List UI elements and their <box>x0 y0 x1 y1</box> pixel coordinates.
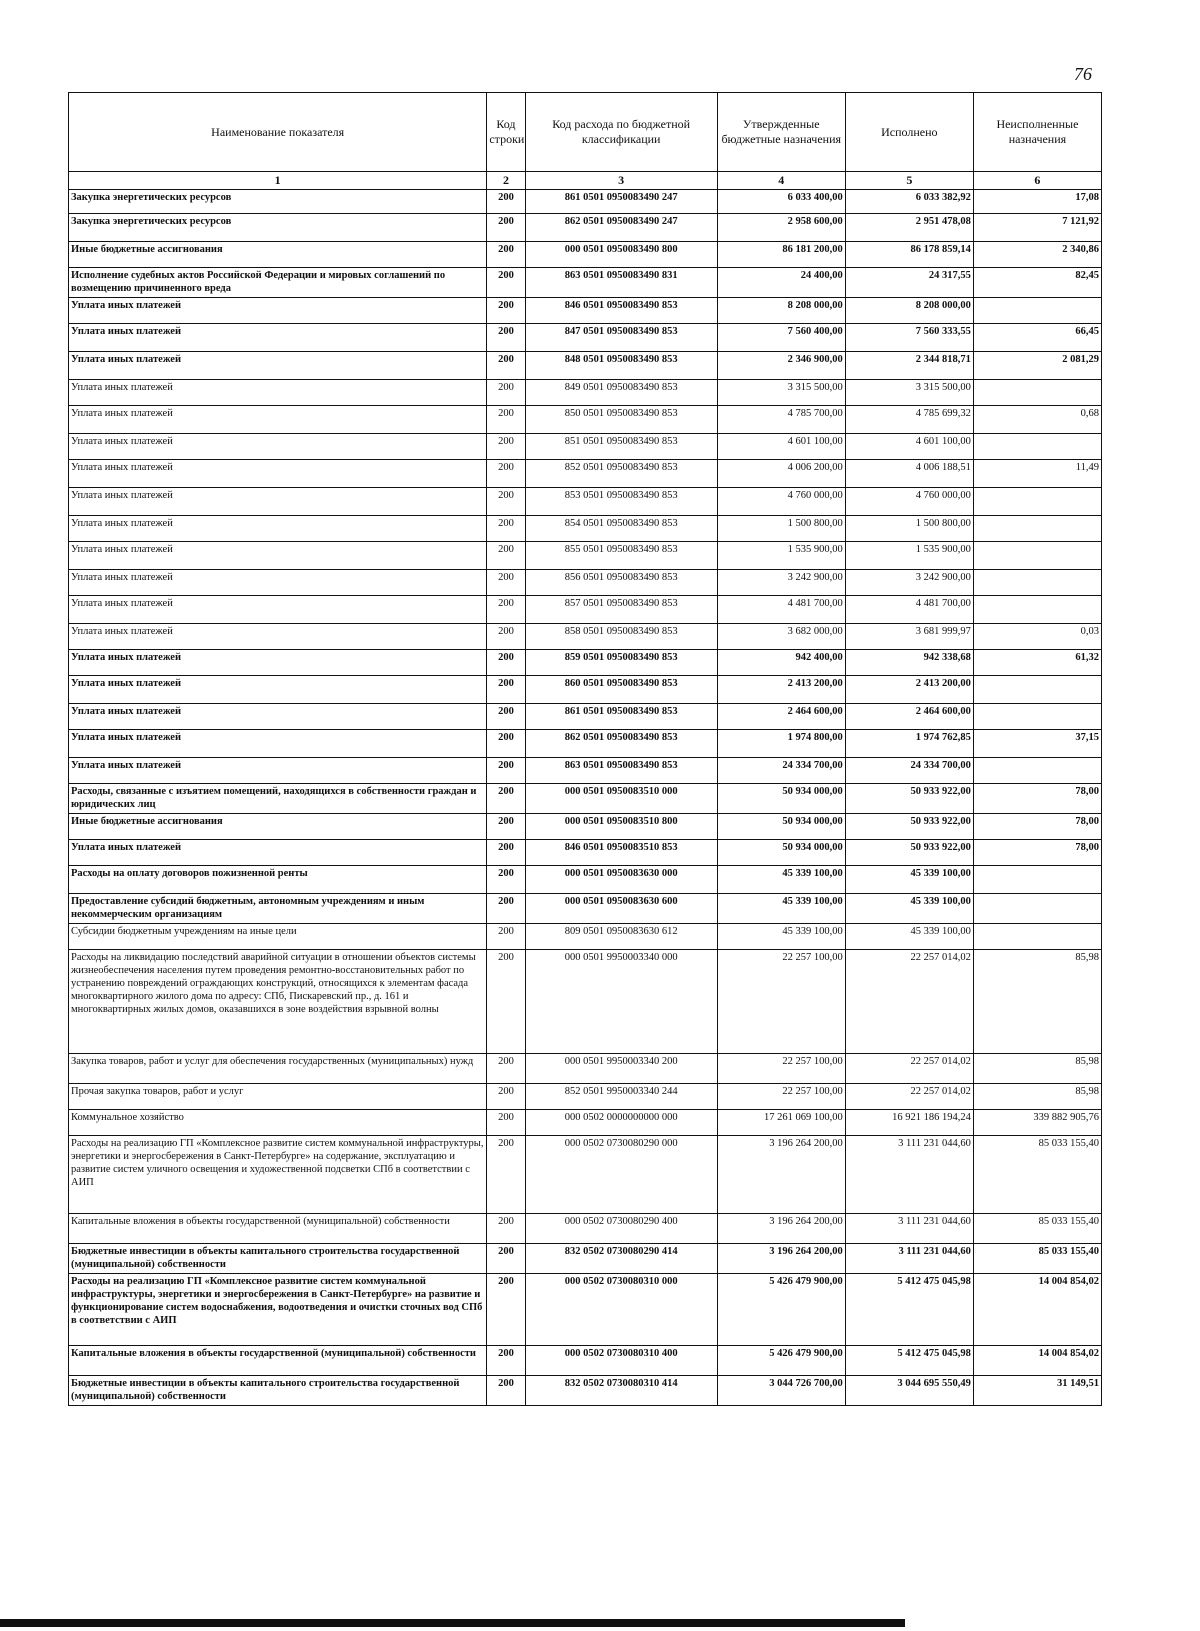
row-budget-code: 000 0501 0950083490 800 <box>525 242 717 268</box>
table-row <box>69 758 1102 784</box>
row-unexecuted <box>973 488 1101 516</box>
table-row <box>69 784 1102 814</box>
row-executed: 3 111 231 044,60 <box>845 1244 973 1274</box>
row-unexecuted: 82,45 <box>973 268 1101 298</box>
row-unexecuted: 85,98 <box>973 950 1101 1054</box>
row-code: 200 <box>487 1244 525 1274</box>
row-code: 200 <box>487 894 525 924</box>
row-name: Уплата иных платежей <box>69 434 487 460</box>
row-budget-code: 809 0501 0950083630 612 <box>525 924 717 950</box>
row-approved: 2 464 600,00 <box>717 704 845 730</box>
row-approved: 4 601 100,00 <box>717 434 845 460</box>
row-code: 200 <box>487 324 525 352</box>
row-unexecuted <box>973 380 1101 406</box>
row-name: Уплата иных платежей <box>69 380 487 406</box>
row-name: Бюджетные инвестиции в объекты капитального строительства государственной (муниципальной) собственности <box>69 1376 487 1406</box>
row-name: Уплата иных платежей <box>69 460 487 488</box>
table-row <box>69 1346 1102 1376</box>
row-budget-code: 000 0501 0950083510 800 <box>525 814 717 840</box>
table-row <box>69 268 1102 298</box>
row-name: Расходы, связанные с изъятием помещений, находящихся в собственности граждан и юридических лиц <box>69 784 487 814</box>
row-name: Расходы на оплату договоров пожизненной ренты <box>69 866 487 894</box>
row-approved: 5 426 479 900,00 <box>717 1346 845 1376</box>
row-approved: 17 261 069 100,00 <box>717 1110 845 1136</box>
table-row <box>69 650 1102 676</box>
row-executed: 45 339 100,00 <box>845 924 973 950</box>
row-name: Уплата иных платежей <box>69 624 487 650</box>
row-approved: 942 400,00 <box>717 650 845 676</box>
table-row <box>69 352 1102 380</box>
table-row <box>69 596 1102 624</box>
row-unexecuted <box>973 434 1101 460</box>
row-approved: 4 481 700,00 <box>717 596 845 624</box>
row-code: 200 <box>487 784 525 814</box>
row-unexecuted <box>973 924 1101 950</box>
row-unexecuted: 14 004 854,02 <box>973 1346 1101 1376</box>
header-unexecuted: Неисполненные назначения <box>973 93 1101 172</box>
row-code: 200 <box>487 380 525 406</box>
row-name: Уплата иных платежей <box>69 676 487 704</box>
row-name: Закупка энергетических ресурсов <box>69 190 487 214</box>
row-executed: 8 208 000,00 <box>845 298 973 324</box>
column-number: 4 <box>717 172 845 190</box>
row-executed: 2 344 818,71 <box>845 352 973 380</box>
table-row <box>69 406 1102 434</box>
table-row <box>69 488 1102 516</box>
row-unexecuted: 85 033 155,40 <box>973 1136 1101 1214</box>
row-executed: 86 178 859,14 <box>845 242 973 268</box>
table-row <box>69 298 1102 324</box>
row-budget-code: 000 0501 0950083630 000 <box>525 866 717 894</box>
row-unexecuted: 7 121,92 <box>973 214 1101 242</box>
row-code: 200 <box>487 1214 525 1244</box>
column-number: 5 <box>845 172 973 190</box>
row-executed: 24 334 700,00 <box>845 758 973 784</box>
row-unexecuted: 78,00 <box>973 784 1101 814</box>
row-name: Предоставление субсидий бюджетным, автономным учреждениям и иным некоммерческим организациям <box>69 894 487 924</box>
row-code: 200 <box>487 1084 525 1110</box>
table-row <box>69 1084 1102 1110</box>
row-code: 200 <box>487 676 525 704</box>
row-executed: 4 481 700,00 <box>845 596 973 624</box>
header-budget-code: Код расхода по бюджетной классификации <box>525 93 717 172</box>
row-executed: 3 111 231 044,60 <box>845 1214 973 1244</box>
row-code: 200 <box>487 814 525 840</box>
row-budget-code: 863 0501 0950083490 831 <box>525 268 717 298</box>
row-code: 200 <box>487 950 525 1054</box>
row-code: 200 <box>487 460 525 488</box>
row-unexecuted: 339 882 905,76 <box>973 1110 1101 1136</box>
row-budget-code: 849 0501 0950083490 853 <box>525 380 717 406</box>
row-unexecuted <box>973 542 1101 570</box>
row-approved: 50 934 000,00 <box>717 814 845 840</box>
table-row <box>69 190 1102 214</box>
row-unexecuted: 78,00 <box>973 840 1101 866</box>
row-executed: 5 412 475 045,98 <box>845 1346 973 1376</box>
row-name: Уплата иных платежей <box>69 406 487 434</box>
row-approved: 7 560 400,00 <box>717 324 845 352</box>
row-budget-code: 832 0502 0730080290 414 <box>525 1244 717 1274</box>
row-approved: 45 339 100,00 <box>717 894 845 924</box>
row-code: 200 <box>487 1346 525 1376</box>
row-executed: 50 933 922,00 <box>845 784 973 814</box>
row-unexecuted: 85 033 155,40 <box>973 1214 1101 1244</box>
row-budget-code: 855 0501 0950083490 853 <box>525 542 717 570</box>
row-unexecuted <box>973 516 1101 542</box>
row-budget-code: 000 0502 0730080290 000 <box>525 1136 717 1214</box>
row-approved: 45 339 100,00 <box>717 866 845 894</box>
row-budget-code: 857 0501 0950083490 853 <box>525 596 717 624</box>
row-budget-code: 851 0501 0950083490 853 <box>525 434 717 460</box>
row-budget-code: 000 0501 0950083510 000 <box>525 784 717 814</box>
row-executed: 22 257 014,02 <box>845 1084 973 1110</box>
row-executed: 45 339 100,00 <box>845 894 973 924</box>
column-number: 3 <box>525 172 717 190</box>
row-approved: 3 196 264 200,00 <box>717 1214 845 1244</box>
row-name: Уплата иных платежей <box>69 352 487 380</box>
row-unexecuted <box>973 866 1101 894</box>
row-code: 200 <box>487 596 525 624</box>
row-executed: 50 933 922,00 <box>845 814 973 840</box>
row-approved: 8 208 000,00 <box>717 298 845 324</box>
row-approved: 3 242 900,00 <box>717 570 845 596</box>
row-budget-code: 854 0501 0950083490 853 <box>525 516 717 542</box>
row-unexecuted: 78,00 <box>973 814 1101 840</box>
row-code: 200 <box>487 866 525 894</box>
row-name: Уплата иных платежей <box>69 298 487 324</box>
table-row <box>69 894 1102 924</box>
row-unexecuted: 2 340,86 <box>973 242 1101 268</box>
row-budget-code: 000 0501 0950083630 600 <box>525 894 717 924</box>
scan-edge-bar <box>0 1619 905 1627</box>
row-budget-code: 852 0501 9950003340 244 <box>525 1084 717 1110</box>
table-row <box>69 814 1102 840</box>
row-budget-code: 852 0501 0950083490 853 <box>525 460 717 488</box>
row-unexecuted <box>973 704 1101 730</box>
row-approved: 3 682 000,00 <box>717 624 845 650</box>
row-budget-code: 847 0501 0950083490 853 <box>525 324 717 352</box>
table-row <box>69 214 1102 242</box>
row-name: Уплата иных платежей <box>69 730 487 758</box>
row-name: Уплата иных платежей <box>69 488 487 516</box>
row-name: Иные бюджетные ассигнования <box>69 814 487 840</box>
row-code: 200 <box>487 840 525 866</box>
row-approved: 2 413 200,00 <box>717 676 845 704</box>
row-name: Субсидии бюджетным учреждениям на иные цели <box>69 924 487 950</box>
row-executed: 7 560 333,55 <box>845 324 973 352</box>
row-executed: 45 339 100,00 <box>845 866 973 894</box>
row-executed: 6 033 382,92 <box>845 190 973 214</box>
row-budget-code: 000 0502 0730080310 000 <box>525 1274 717 1346</box>
row-name: Закупка товаров, работ и услуг для обеспечения государственных (муниципальных) нужд <box>69 1054 487 1084</box>
table-row <box>69 1244 1102 1274</box>
column-number: 6 <box>973 172 1101 190</box>
row-approved: 22 257 100,00 <box>717 950 845 1054</box>
row-executed: 2 413 200,00 <box>845 676 973 704</box>
row-approved: 22 257 100,00 <box>717 1054 845 1084</box>
row-unexecuted: 85,98 <box>973 1054 1101 1084</box>
row-budget-code: 000 0502 0730080310 400 <box>525 1346 717 1376</box>
row-budget-code: 000 0502 0730080290 400 <box>525 1214 717 1244</box>
row-unexecuted: 11,49 <box>973 460 1101 488</box>
row-approved: 2 958 600,00 <box>717 214 845 242</box>
row-budget-code: 862 0501 0950083490 853 <box>525 730 717 758</box>
row-executed: 1 500 800,00 <box>845 516 973 542</box>
row-name: Расходы на ликвидацию последствий аварийной ситуации в отношении объектов системы жизнеобеспечения населения путем проведения ремонтно-восстановительных работ по устранению повреждений ограждающих конструкций, относящихся к элементам фасада многоквартирного жилого дома по адресу: СПб, Пискаревский пр., д. 161 и многоквартирных жилых домов, оказавшихся в зоне воздействия взрывной волны <box>69 950 487 1054</box>
page-number: 76 <box>1074 64 1092 84</box>
row-name: Капитальные вложения в объекты государственной (муниципальной) собственности <box>69 1346 487 1376</box>
row-code: 200 <box>487 650 525 676</box>
table-row <box>69 570 1102 596</box>
row-code: 200 <box>487 352 525 380</box>
row-approved: 22 257 100,00 <box>717 1084 845 1110</box>
table-row <box>69 704 1102 730</box>
row-budget-code: 863 0501 0950083490 853 <box>525 758 717 784</box>
row-unexecuted: 0,68 <box>973 406 1101 434</box>
row-name: Закупка энергетических ресурсов <box>69 214 487 242</box>
row-budget-code: 000 0501 9950003340 200 <box>525 1054 717 1084</box>
row-approved: 1 500 800,00 <box>717 516 845 542</box>
row-code: 200 <box>487 570 525 596</box>
row-code: 200 <box>487 1136 525 1214</box>
row-code: 200 <box>487 624 525 650</box>
row-unexecuted: 61,32 <box>973 650 1101 676</box>
row-executed: 1 974 762,85 <box>845 730 973 758</box>
table-row <box>69 1214 1102 1244</box>
row-code: 200 <box>487 190 525 214</box>
row-approved: 24 334 700,00 <box>717 758 845 784</box>
row-code: 200 <box>487 516 525 542</box>
row-code: 200 <box>487 298 525 324</box>
row-budget-code: 856 0501 0950083490 853 <box>525 570 717 596</box>
row-unexecuted: 85 033 155,40 <box>973 1244 1101 1274</box>
row-executed: 3 111 231 044,60 <box>845 1136 973 1214</box>
row-executed: 16 921 186 194,24 <box>845 1110 973 1136</box>
table-body <box>69 190 1102 1406</box>
row-code: 200 <box>487 758 525 784</box>
row-budget-code: 846 0501 0950083490 853 <box>525 298 717 324</box>
row-code: 200 <box>487 924 525 950</box>
row-unexecuted <box>973 298 1101 324</box>
row-approved: 50 934 000,00 <box>717 784 845 814</box>
row-executed: 3 681 999,97 <box>845 624 973 650</box>
table-row <box>69 460 1102 488</box>
row-name: Капитальные вложения в объекты государственной (муниципальной) собственности <box>69 1214 487 1244</box>
table-row <box>69 840 1102 866</box>
table-row <box>69 516 1102 542</box>
row-executed: 4 785 699,32 <box>845 406 973 434</box>
row-unexecuted: 0,03 <box>973 624 1101 650</box>
row-code: 200 <box>487 268 525 298</box>
row-unexecuted: 85,98 <box>973 1084 1101 1110</box>
row-unexecuted <box>973 676 1101 704</box>
row-executed: 3 315 500,00 <box>845 380 973 406</box>
row-code: 200 <box>487 542 525 570</box>
row-name: Уплата иных платежей <box>69 650 487 676</box>
row-unexecuted <box>973 570 1101 596</box>
row-unexecuted <box>973 894 1101 924</box>
row-approved: 6 033 400,00 <box>717 190 845 214</box>
row-name: Уплата иных платежей <box>69 542 487 570</box>
row-approved: 5 426 479 900,00 <box>717 1274 845 1346</box>
row-unexecuted <box>973 596 1101 624</box>
row-code: 200 <box>487 434 525 460</box>
row-name: Расходы на реализацию ГП «Комплексное развитие систем коммунальной инфраструктуры, энергетики и энергосбережения в Санкт-Петербурге» на содержание, эксплуатацию и развитие систем уличного освещения и художественной подсветки СПб в соответствии с АИП <box>69 1136 487 1214</box>
row-executed: 4 006 188,51 <box>845 460 973 488</box>
row-executed: 3 242 900,00 <box>845 570 973 596</box>
row-budget-code: 846 0501 0950083510 853 <box>525 840 717 866</box>
row-executed: 2 464 600,00 <box>845 704 973 730</box>
row-unexecuted: 14 004 854,02 <box>973 1274 1101 1346</box>
row-name: Уплата иных платежей <box>69 516 487 542</box>
row-executed: 3 044 695 550,49 <box>845 1376 973 1406</box>
row-approved: 4 006 200,00 <box>717 460 845 488</box>
table-row <box>69 676 1102 704</box>
row-budget-code: 860 0501 0950083490 853 <box>525 676 717 704</box>
row-unexecuted: 66,45 <box>973 324 1101 352</box>
row-code: 200 <box>487 214 525 242</box>
row-executed: 1 535 900,00 <box>845 542 973 570</box>
table-row <box>69 542 1102 570</box>
row-approved: 3 315 500,00 <box>717 380 845 406</box>
row-name: Уплата иных платежей <box>69 840 487 866</box>
row-name: Уплата иных платежей <box>69 570 487 596</box>
row-budget-code: 858 0501 0950083490 853 <box>525 624 717 650</box>
row-code: 200 <box>487 1110 525 1136</box>
row-budget-code: 853 0501 0950083490 853 <box>525 488 717 516</box>
header-name: Наименование показателя <box>69 93 487 172</box>
row-code: 200 <box>487 704 525 730</box>
row-executed: 22 257 014,02 <box>845 950 973 1054</box>
row-executed: 942 338,68 <box>845 650 973 676</box>
table-row <box>69 950 1102 1054</box>
table-row <box>69 1110 1102 1136</box>
row-budget-code: 861 0501 0950083490 853 <box>525 704 717 730</box>
header-approved: Утвержденные бюджетные назначения <box>717 93 845 172</box>
row-approved: 2 346 900,00 <box>717 352 845 380</box>
row-executed: 4 760 000,00 <box>845 488 973 516</box>
column-number: 1 <box>69 172 487 190</box>
table-row <box>69 730 1102 758</box>
row-approved: 4 760 000,00 <box>717 488 845 516</box>
budget-execution-table <box>68 92 1102 1406</box>
row-name: Расходы на реализацию ГП «Комплексное развитие систем коммунальной инфраструктуры, энергетики и энергосбережения в Санкт-Петербурге» на развитие и функционирование систем водоснабжения, водоотведения и очистки сточных вод СПб в соответствии с АИП <box>69 1274 487 1346</box>
row-name: Уплата иных платежей <box>69 324 487 352</box>
row-name: Исполнение судебных актов Российской Федерации и мировых соглашений по возмещению причиненного вреда <box>69 268 487 298</box>
row-name: Уплата иных платежей <box>69 758 487 784</box>
row-budget-code: 848 0501 0950083490 853 <box>525 352 717 380</box>
row-name: Коммунальное хозяйство <box>69 1110 487 1136</box>
row-unexecuted: 31 149,51 <box>973 1376 1101 1406</box>
table-row <box>69 434 1102 460</box>
row-approved: 1 974 800,00 <box>717 730 845 758</box>
row-code: 200 <box>487 730 525 758</box>
row-executed: 24 317,55 <box>845 268 973 298</box>
row-budget-code: 000 0502 0000000000 000 <box>525 1110 717 1136</box>
row-unexecuted: 2 081,29 <box>973 352 1101 380</box>
row-approved: 3 196 264 200,00 <box>717 1244 845 1274</box>
column-number: 2 <box>487 172 525 190</box>
row-code: 200 <box>487 406 525 434</box>
row-name: Уплата иных платежей <box>69 704 487 730</box>
table-row <box>69 1274 1102 1346</box>
row-approved: 3 044 726 700,00 <box>717 1376 845 1406</box>
row-name: Иные бюджетные ассигнования <box>69 242 487 268</box>
table-row <box>69 1376 1102 1406</box>
row-unexecuted: 37,15 <box>973 730 1101 758</box>
row-approved: 45 339 100,00 <box>717 924 845 950</box>
row-budget-code: 859 0501 0950083490 853 <box>525 650 717 676</box>
row-budget-code: 850 0501 0950083490 853 <box>525 406 717 434</box>
row-name: Уплата иных платежей <box>69 596 487 624</box>
row-code: 200 <box>487 1376 525 1406</box>
row-name: Бюджетные инвестиции в объекты капитального строительства государственной (муниципальной) собственности <box>69 1244 487 1274</box>
table-row <box>69 242 1102 268</box>
table-row <box>69 380 1102 406</box>
table-row <box>69 924 1102 950</box>
row-budget-code: 862 0501 0950083490 247 <box>525 214 717 242</box>
row-unexecuted <box>973 758 1101 784</box>
table-row <box>69 624 1102 650</box>
header-row-code: Код строки <box>487 93 525 172</box>
row-executed: 5 412 475 045,98 <box>845 1274 973 1346</box>
row-executed: 2 951 478,08 <box>845 214 973 242</box>
table-row <box>69 324 1102 352</box>
row-budget-code: 832 0502 0730080310 414 <box>525 1376 717 1406</box>
row-budget-code: 861 0501 0950083490 247 <box>525 190 717 214</box>
table-row <box>69 1054 1102 1084</box>
row-code: 200 <box>487 488 525 516</box>
row-approved: 50 934 000,00 <box>717 840 845 866</box>
row-code: 200 <box>487 1274 525 1346</box>
row-code: 200 <box>487 242 525 268</box>
row-executed: 22 257 014,02 <box>845 1054 973 1084</box>
table-row <box>69 1136 1102 1214</box>
row-name: Прочая закупка товаров, работ и услуг <box>69 1084 487 1110</box>
row-executed: 4 601 100,00 <box>845 434 973 460</box>
row-approved: 4 785 700,00 <box>717 406 845 434</box>
row-budget-code: 000 0501 9950003340 000 <box>525 950 717 1054</box>
row-approved: 1 535 900,00 <box>717 542 845 570</box>
row-approved: 24 400,00 <box>717 268 845 298</box>
row-code: 200 <box>487 1054 525 1084</box>
row-approved: 3 196 264 200,00 <box>717 1136 845 1214</box>
row-executed: 50 933 922,00 <box>845 840 973 866</box>
row-unexecuted: 17,08 <box>973 190 1101 214</box>
header-executed: Исполнено <box>845 93 973 172</box>
row-approved: 86 181 200,00 <box>717 242 845 268</box>
table-row <box>69 866 1102 894</box>
